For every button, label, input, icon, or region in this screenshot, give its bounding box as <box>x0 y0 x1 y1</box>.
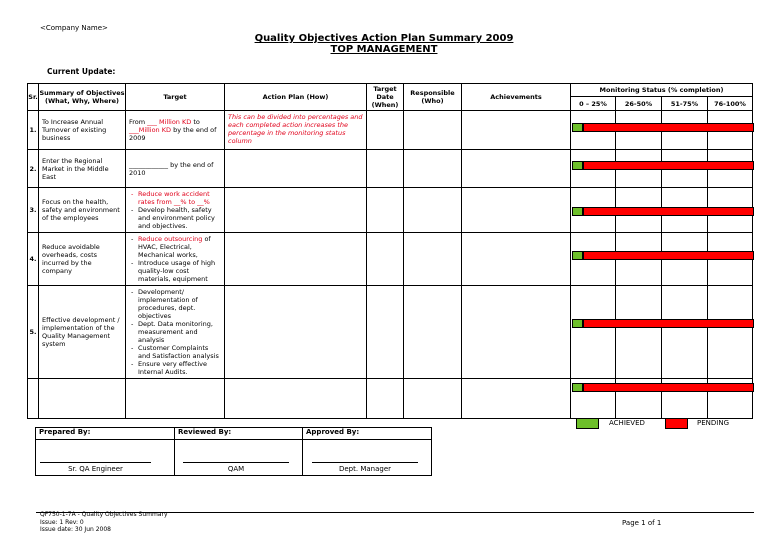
pending-segment <box>583 161 754 170</box>
header-monitoring-51-75: 51-75% <box>662 97 708 111</box>
row-sr: 4. <box>28 233 39 286</box>
achieved-segment <box>572 207 583 216</box>
row-target: ____________ by the end of 2010 <box>126 150 225 188</box>
approved-by-name: Dept. Manager <box>338 465 392 473</box>
pending-segment <box>583 207 754 216</box>
document-title: Quality Objectives Action Plan Summary 2009 <box>254 33 514 44</box>
row-sr: 1. <box>28 111 39 150</box>
footer-doc-name: QF750-1-7A - Quality Objectives Summary <box>40 511 168 518</box>
header-target: Target <box>126 84 225 111</box>
row-target-date <box>367 150 404 188</box>
status-bar-row-6 <box>572 383 754 392</box>
header-action-plan: Action Plan (How) <box>225 84 367 111</box>
legend-achieved-swatch <box>576 418 599 429</box>
header-sr: Sr. <box>28 84 39 111</box>
row-sr: 5. <box>28 286 39 379</box>
row-target-date <box>367 286 404 379</box>
header-monitoring-status: Monitoring Status (% completion) <box>571 84 753 97</box>
row-achievements <box>462 286 571 379</box>
row-objective: Enter the Regional Market in the Middle East <box>39 150 126 188</box>
pending-segment <box>583 319 754 328</box>
row-sr: 3. <box>28 188 39 233</box>
achieved-segment <box>572 123 583 132</box>
pending-segment <box>583 123 754 132</box>
row-responsible <box>404 286 462 379</box>
signature-line <box>312 462 418 463</box>
row-target <box>126 233 225 286</box>
status-bar-row-2 <box>572 161 754 170</box>
footer-issue-date: Issue date: 30 Jun 2008 <box>40 526 111 533</box>
row-objective: Focus on the health, safety and environment of the employees <box>39 188 126 233</box>
status-bar-row-3 <box>572 207 754 216</box>
signature-line <box>183 462 289 463</box>
row-achievements <box>462 233 571 286</box>
header-monitoring-76-100: 76-100% <box>708 97 753 111</box>
row-objective: To Increase Annual Turnover of existing business <box>39 111 126 150</box>
document-subtitle: TOP MANAGEMENT <box>330 44 438 55</box>
row-achievements <box>462 150 571 188</box>
achieved-segment <box>572 161 583 170</box>
achieved-segment <box>572 319 583 328</box>
row-action-plan: This can be divided into percentages and each completed action increases the percentage in the monitoring status column <box>225 111 367 150</box>
row-responsible <box>404 150 462 188</box>
row-target-date <box>367 188 404 233</box>
legend-achieved-label: ACHIEVED <box>609 419 645 427</box>
pending-segment <box>583 383 754 392</box>
footer-doc-info <box>40 511 168 534</box>
row-action-plan <box>225 286 367 379</box>
prepared-by-name: Sr. QA Engineer <box>68 465 123 473</box>
target-item: - Development/ implementation of procedures, dept. objectives <box>138 288 221 320</box>
row-target: From ___ Million KD to ___Million KD by the end of 2009 <box>126 111 225 150</box>
row-action-plan <box>225 233 367 286</box>
achieved-segment <box>572 251 583 260</box>
header-responsible: Responsible (Who) <box>404 84 462 111</box>
company-name: <Company Name> <box>40 24 108 32</box>
row-objective: Effective development / implementation of the Quality Management system <box>39 286 126 379</box>
table-row <box>28 286 753 379</box>
header-summary: Summary of Objectives (What, Why, Where) <box>39 84 126 111</box>
row-responsible <box>404 111 462 150</box>
target-item: - Develop health, safety and environment policy and objectives. <box>138 206 221 230</box>
footer-issue: Issue: 1 Rev: 0 <box>40 518 84 526</box>
legend-pending-label: PENDING <box>697 419 729 427</box>
row-responsible <box>404 188 462 233</box>
target-item: - Introduce usage of high quality-low cost materials, equipment <box>138 259 221 283</box>
reviewed-by-name: QAM <box>227 465 245 473</box>
status-bar-row-5 <box>572 319 754 328</box>
row-action-plan <box>225 150 367 188</box>
row-achievements <box>462 188 571 233</box>
header-monitoring-26-50: 26-50% <box>616 97 662 111</box>
pending-segment <box>583 251 754 260</box>
row-action-plan <box>225 188 367 233</box>
row-target <box>126 286 225 379</box>
row-target <box>126 188 225 233</box>
status-bar-row-4 <box>572 251 754 260</box>
header-achievements: Achievements <box>462 84 571 111</box>
status-bar-row-1 <box>572 123 754 132</box>
current-update-label: Current Update: <box>47 67 116 76</box>
row-responsible <box>404 233 462 286</box>
row-target-date <box>367 233 404 286</box>
prepared-by-label: Prepared By: <box>36 428 175 440</box>
row-objective: Reduce avoidable overheads, costs incurred by the company <box>39 233 126 286</box>
approved-by-label: Approved By: <box>303 428 432 440</box>
row-sr: 2. <box>28 150 39 188</box>
target-item: - Dept. Data monitoring, measurement and analysis <box>138 320 221 344</box>
achieved-segment <box>572 383 583 392</box>
target-item: - Customer Complaints and Satisfaction analysis <box>138 344 221 360</box>
page-number: Page 1 of 1 <box>622 519 662 527</box>
reviewed-by-label: Reviewed By: <box>175 428 303 440</box>
signature-line <box>40 462 151 463</box>
header-monitoring-0-25: 0 – 25% <box>571 97 616 111</box>
legend-pending-swatch <box>665 418 688 429</box>
target-item: - Reduce outsourcing of HVAC, Electrical, Mechanical works, <box>138 235 221 259</box>
target-item: - Reduce work accident rates from __% to __% <box>138 190 221 206</box>
header-target-date: Target Date (When) <box>367 84 404 111</box>
row-achievements <box>462 111 571 150</box>
target-item: - Ensure very effective Internal Audits. <box>138 360 221 376</box>
row-target-date <box>367 111 404 150</box>
